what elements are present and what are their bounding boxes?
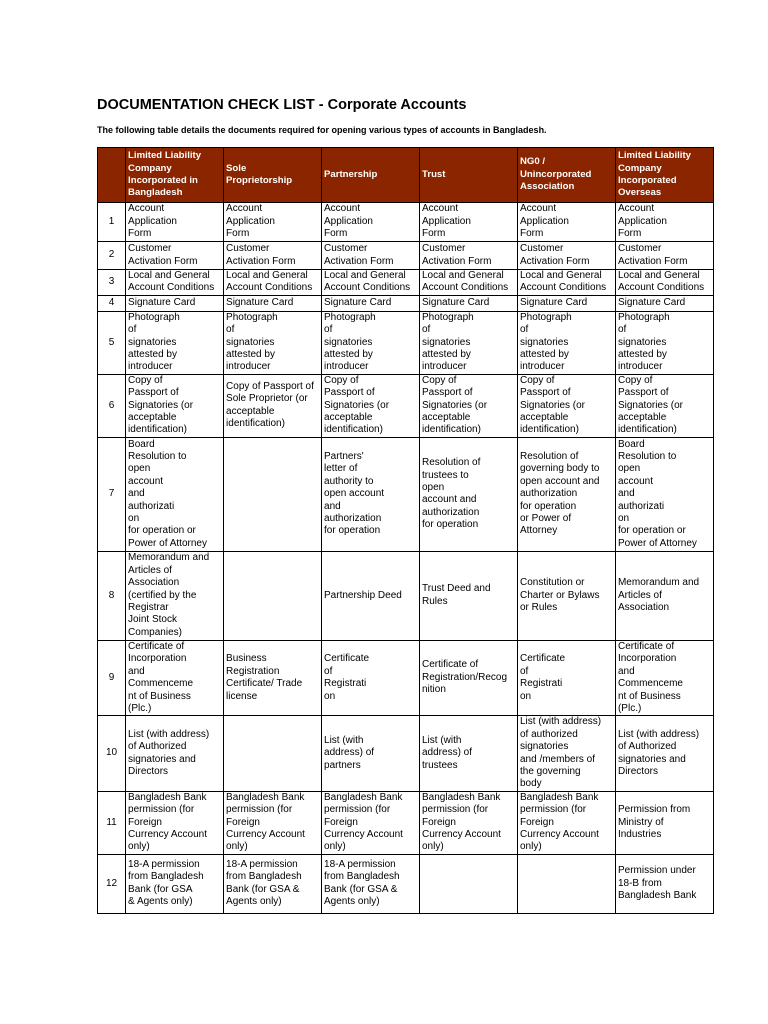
table-row [98,270,714,296]
table-cell: Customer Activation Form [517,242,615,270]
table-cell: Photograph of signatories attested by introducer [615,311,713,374]
table-row [98,551,714,640]
checklist-table [97,147,714,914]
table-row [98,640,714,715]
table-cell: Local and General Account Conditions [517,270,615,296]
table-cell: Customer Activation Form [126,242,224,270]
table-cell: Account Application Form [517,203,615,242]
row-number: 12 [98,854,126,913]
table-cell: Photograph of signatories attested by introducer [322,311,420,374]
table-cell: Copy of Passport of Sole Proprietor (or acceptable identification) [224,374,322,437]
table-cell: Bangladesh Bank permission (for Foreign Currency Account only) [420,791,518,854]
table-cell: Partnership Deed [322,551,420,640]
table-cell: Certificate of Incorporation and Commenceme nt of Business (Plc.) [126,640,224,715]
table-cell: Board Resolution to open account and authorizati on for operation or Power of Attorney [126,437,224,551]
column-header: NG0 / Unincorporated Association [517,148,615,203]
table-cell: Resolution of governing body to open account and authorization for operation or Power of Attorney [517,437,615,551]
table-cell: Resolution of trustees to open account and authorization for operation [420,437,518,551]
table-cell: Partners' letter of authority to open account and authorization for operation [322,437,420,551]
table-cell: Signature Card [615,295,713,311]
table-cell: Memorandum and Articles of Association [615,551,713,640]
table-cell: Photograph of signatories attested by introducer [517,311,615,374]
table-body [98,203,714,914]
table-cell: 18-A permission from Bangladesh Bank (for GSA & Agents only) [224,854,322,913]
table-cell: List (with address) of Authorized signatories and Directors [126,716,224,791]
table-cell: Account Application Form [322,203,420,242]
table-cell: Customer Activation Form [615,242,713,270]
table-cell: Customer Activation Form [322,242,420,270]
table-cell: Bangladesh Bank permission (for Foreign Currency Account only) [126,791,224,854]
table-cell: Local and General Account Conditions [615,270,713,296]
table-cell: Local and General Account Conditions [420,270,518,296]
table-cell: List (with address) of trustees [420,716,518,791]
row-number: 1 [98,203,126,242]
table-cell: Signature Card [322,295,420,311]
table-cell: Signature Card [126,295,224,311]
table-cell: Account Application Form [615,203,713,242]
table-row [98,242,714,270]
table-cell: Customer Activation Form [224,242,322,270]
table-cell [224,716,322,791]
table-cell: Account Application Form [420,203,518,242]
table-cell: Certificate of Incorporation and Commenceme nt of Business (Plc.) [615,640,713,715]
table-cell [224,437,322,551]
table-cell: Photograph of signatories attested by introducer [126,311,224,374]
table-row [98,374,714,437]
table-cell: Local and General Account Conditions [322,270,420,296]
table-row [98,791,714,854]
table-cell: List (with address) of Authorized signatories and Directors [615,716,713,791]
column-header: Limited Liability Company Incorporated in Bangladesh [126,148,224,203]
table-cell: Signature Card [517,295,615,311]
table-row [98,311,714,374]
table-cell: Photograph of signatories attested by introducer [224,311,322,374]
table-cell [517,854,615,913]
page-subtitle: The following table details the documents required for opening various types of accounts in Bangladesh. [97,125,547,135]
row-number: 3 [98,270,126,296]
table-row [98,854,714,913]
column-header: Limited Liability Company Incorporated Overseas [615,148,713,203]
table-cell: Bangladesh Bank permission (for Foreign Currency Account only) [517,791,615,854]
row-number: 4 [98,295,126,311]
table-cell: Account Application Form [126,203,224,242]
table-cell: Business Registration Certificate/ Trade license [224,640,322,715]
table-header-row [98,148,714,203]
table-cell: List (with address) of authorized signatories and /members of the governing body [517,716,615,791]
table-row [98,716,714,791]
table-cell: Signature Card [224,295,322,311]
table-cell: Permission under 18-B from Bangladesh Bank [615,854,713,913]
table-cell: Copy of Passport of Signatories (or acceptable identification) [517,374,615,437]
row-number: 6 [98,374,126,437]
table-cell: Local and General Account Conditions [126,270,224,296]
header-corner-cell [98,148,126,203]
table-cell: Certificate of Registrati on [322,640,420,715]
table-cell: Certificate of Registration/Recog nition [420,640,518,715]
table-cell: Copy of Passport of Signatories (or acceptable identification) [420,374,518,437]
table-cell: Memorandum and Articles of Association (certified by the Registrar Joint Stock Companies) [126,551,224,640]
table-cell: List (with address) of partners [322,716,420,791]
page-title: DOCUMENTATION CHECK LIST - Corporate Accounts [97,97,467,113]
table-cell: Constitution or Charter or Bylaws or Rules [517,551,615,640]
column-header: Partnership [322,148,420,203]
table-cell: Customer Activation Form [420,242,518,270]
table-cell: 18-A permission from Bangladesh Bank (for GSA & Agents only) [322,854,420,913]
row-number: 2 [98,242,126,270]
row-number: 7 [98,437,126,551]
table-cell: 18-A permission from Bangladesh Bank (for GSA & Agents only) [126,854,224,913]
table-cell: Copy of Passport of Signatories (or acceptable identification) [615,374,713,437]
row-number: 10 [98,716,126,791]
table-cell: Signature Card [420,295,518,311]
table-cell: Board Resolution to open account and authorizati on for operation or Power of Attorney [615,437,713,551]
row-number: 8 [98,551,126,640]
table-cell: Trust Deed and Rules [420,551,518,640]
table-cell: Bangladesh Bank permission (for Foreign Currency Account only) [322,791,420,854]
column-header: Sole Proprietorship [224,148,322,203]
row-number: 5 [98,311,126,374]
table-cell: Certificate of Registrati on [517,640,615,715]
table-cell: Permission from Ministry of Industries [615,791,713,854]
table-cell: Local and General Account Conditions [224,270,322,296]
table-cell: Account Application Form [224,203,322,242]
table-cell [224,551,322,640]
table-cell: Copy of Passport of Signatories (or acceptable identification) [126,374,224,437]
table-cell: Photograph of signatories attested by introducer [420,311,518,374]
table-cell: Bangladesh Bank permission (for Foreign Currency Account only) [224,791,322,854]
table-cell: Copy of Passport of Signatories (or acceptable identification) [322,374,420,437]
table-row [98,437,714,551]
table-row [98,203,714,242]
table-cell [420,854,518,913]
column-header: Trust [420,148,518,203]
row-number: 11 [98,791,126,854]
table-row [98,295,714,311]
row-number: 9 [98,640,126,715]
